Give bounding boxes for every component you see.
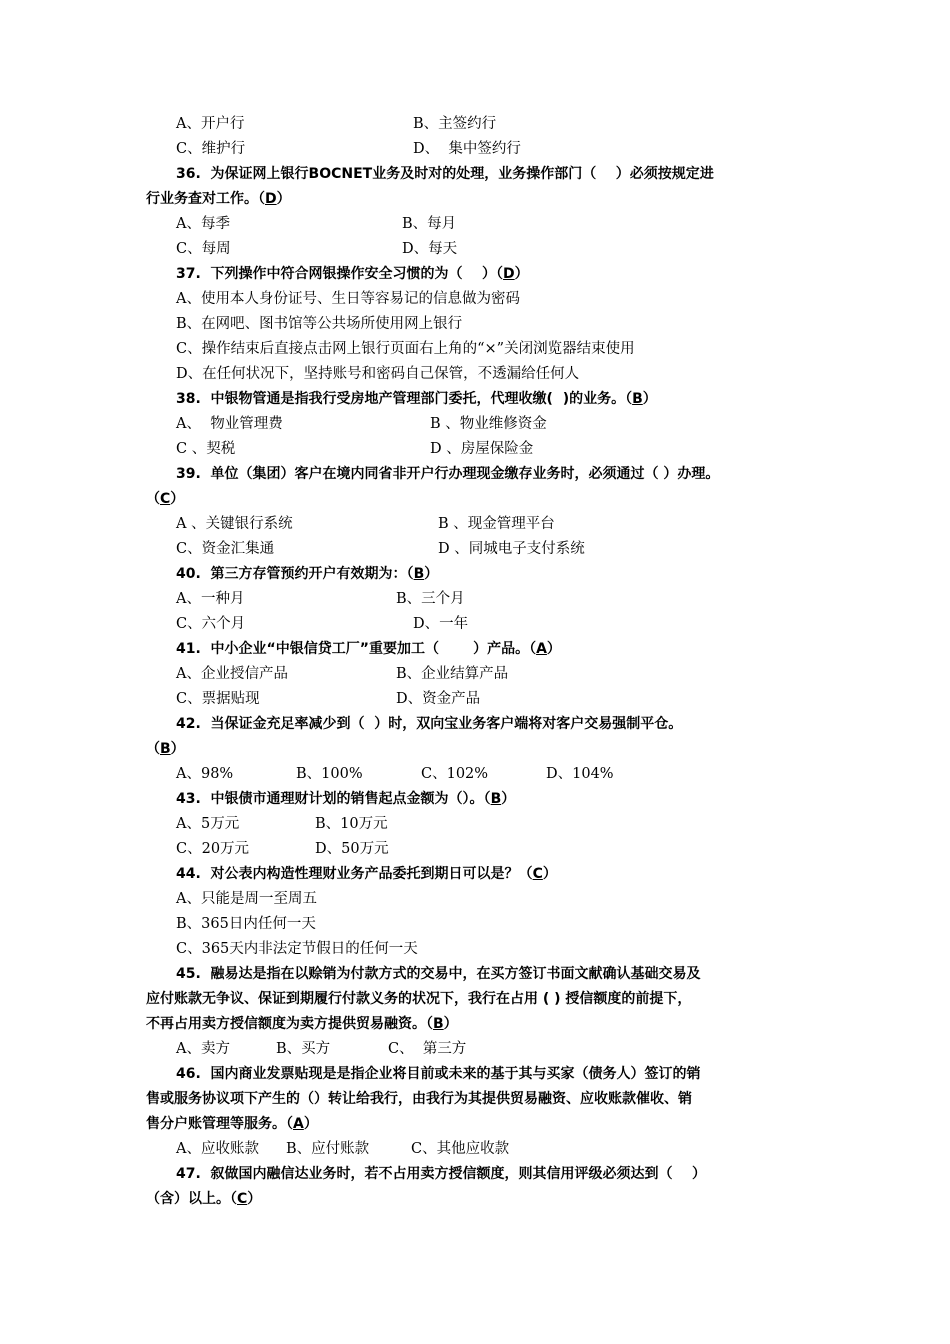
line-text: 40. 第三方存管预约开户有效期为：（ — [176, 566, 414, 582]
line-text: D、在任何状况下，坚持账号和密码自己保管，不透漏给任何人 — [176, 366, 580, 382]
question-line — [0, 862, 950, 887]
closing-paren: ） — [514, 266, 529, 282]
line-text: A、每季 — [176, 216, 230, 232]
answer-option — [296, 762, 363, 787]
line-text: A、应收账款 — [176, 1141, 259, 1157]
closing-paren: ） — [501, 791, 516, 807]
line-text: B、应付账款 — [286, 1141, 370, 1157]
answer-key: C — [532, 866, 543, 882]
answer-option — [176, 1137, 259, 1162]
answer-key: C — [160, 491, 171, 507]
line-text: D、每天 — [402, 241, 458, 257]
line-text: C、六个月 — [176, 616, 246, 632]
question-line — [0, 787, 950, 812]
answer-option — [413, 112, 496, 137]
question-text — [146, 187, 291, 212]
line-text: A 、关键银行系统 — [176, 516, 293, 532]
answer-option — [176, 212, 230, 237]
answer-option — [396, 687, 480, 712]
line-text: C、365天内非法定节假日的任何一天 — [176, 941, 418, 957]
answer-option — [176, 287, 520, 312]
option-line — [0, 312, 950, 337]
line-text: 46. 国内商业发票贴现是是指企业将目前或未来的基于其与买家（债务人）签订的销 — [176, 1066, 701, 1082]
closing-paren: ） — [546, 641, 561, 657]
answer-option — [176, 312, 462, 337]
answer-option — [176, 587, 244, 612]
question-text — [176, 787, 515, 812]
answer-option — [176, 837, 249, 862]
question-line — [0, 262, 950, 287]
answer-option — [413, 137, 521, 162]
option-line — [0, 337, 950, 362]
question-line — [0, 1012, 950, 1037]
answer-option — [396, 587, 465, 612]
line-text: D、一年 — [413, 616, 469, 632]
answer-option — [176, 437, 235, 462]
answer-option — [176, 1037, 230, 1062]
option-line — [0, 887, 950, 912]
question-line — [0, 637, 950, 662]
option-line — [0, 412, 950, 437]
line-text: 42. 当保证金充足率减少到（ ）时，双向宝业务客户端将对客户交易强制平仓。 — [176, 716, 683, 732]
line-text: 售分户账管理等服务。（ — [146, 1116, 293, 1132]
closing-paren: ） — [247, 1191, 262, 1207]
answer-option — [546, 762, 614, 787]
answer-option — [176, 612, 245, 637]
answer-option — [315, 837, 389, 862]
question-line — [0, 737, 950, 762]
line-text: 41. 中小企业“中银信贷工厂”重要加工（ ）产品。（ — [176, 641, 537, 657]
line-text: A、只能是周一至周五 — [176, 891, 317, 907]
question-line — [0, 962, 950, 987]
question-text — [146, 1012, 458, 1037]
answer-key: D — [265, 191, 277, 207]
line-text: 不再占用卖方授信额度为卖方提供贸易融资。（ — [146, 1016, 433, 1032]
answer-option — [176, 662, 288, 687]
line-text: 37. 下列操作中符合网银操作安全习惯的为（ ）（ — [176, 266, 504, 282]
answer-option — [176, 337, 635, 362]
answer-key: B — [490, 791, 502, 807]
line-text: 47. 叙做国内融信达业务时，若不占用卖方授信额度，则其信用评级必须达到（ ） — [176, 1166, 707, 1182]
question-text — [176, 462, 719, 487]
line-text: C、票据贴现 — [176, 691, 260, 707]
answer-option — [176, 937, 418, 962]
answer-option — [421, 762, 488, 787]
answer-option — [176, 362, 579, 387]
line-text: （含）以上。（ — [146, 1191, 237, 1207]
question-line — [0, 562, 950, 587]
answer-option — [411, 1137, 509, 1162]
line-text: C、操作结束后直接点击网上银行页面右上角的“×”关闭浏览器结束使用 — [176, 341, 635, 357]
answer-option — [402, 212, 456, 237]
line-text: D 、房屋保险金 — [430, 441, 534, 457]
question-line — [0, 1187, 950, 1212]
question-line — [0, 187, 950, 212]
line-text: C、 第三方 — [388, 1041, 467, 1057]
answer-option — [315, 812, 388, 837]
option-line — [0, 537, 950, 562]
question-text — [176, 1162, 706, 1187]
answer-option — [176, 537, 274, 562]
question-line — [0, 1087, 950, 1112]
answer-key: A — [536, 641, 547, 657]
question-text — [146, 737, 185, 762]
line-text: D 、同城电子支付系统 — [438, 541, 585, 557]
question-text — [176, 387, 657, 412]
question-text — [176, 712, 682, 737]
option-line — [0, 1037, 950, 1062]
question-line — [0, 1062, 950, 1087]
option-line — [0, 287, 950, 312]
line-text: D、资金产品 — [396, 691, 481, 707]
answer-option — [176, 687, 260, 712]
question-text — [176, 637, 561, 662]
line-text: 36. 为保证网上银行BOCNET业务及时对的处理，业务操作部门（ ）必须按规定进 — [176, 166, 714, 182]
line-text: （ — [146, 491, 160, 507]
line-text: C、其他应收款 — [411, 1141, 510, 1157]
option-line — [0, 512, 950, 537]
closing-paren: ） — [424, 566, 439, 582]
line-text: A、使用本人身份证号、生日等容易记的信息做为密码 — [176, 291, 520, 307]
option-line — [0, 437, 950, 462]
line-text: C、20万元 — [176, 841, 250, 857]
closing-paren: ） — [542, 866, 557, 882]
line-text: A、开户行 — [176, 116, 245, 132]
answer-option — [276, 1037, 330, 1062]
line-text: C、102% — [421, 766, 489, 782]
option-line — [0, 1137, 950, 1162]
option-line — [0, 612, 950, 637]
line-text: 43. 中银债市通理财计划的销售起点金额为（）。（ — [176, 791, 491, 807]
line-text: A、5万元 — [176, 816, 240, 832]
answer-option — [438, 512, 555, 537]
line-text: 应付账款无争议、保证到期履行付款义务的状况下，我行在占用 ( ) 授信额度的前提下， — [146, 991, 692, 1007]
answer-option — [430, 412, 547, 437]
question-line — [0, 1112, 950, 1137]
answer-option — [430, 437, 533, 462]
question-line — [0, 462, 950, 487]
answer-option — [413, 612, 468, 637]
line-text: 39. 单位（集团）客户在境内同省非开户行办理现金缴存业务时，必须通过（ ）办理。 — [176, 466, 720, 482]
option-line — [0, 937, 950, 962]
question-text — [176, 962, 701, 987]
closing-paren: ） — [443, 1016, 458, 1032]
line-text: C、每周 — [176, 241, 231, 257]
line-text: C 、契税 — [176, 441, 236, 457]
answer-option — [176, 812, 239, 837]
line-text: B、365日内任何一天 — [176, 916, 316, 932]
option-line — [0, 662, 950, 687]
question-text — [176, 562, 438, 587]
line-text: A、卖方 — [176, 1041, 230, 1057]
question-text — [146, 487, 184, 512]
answer-option — [176, 112, 244, 137]
line-text: A、 物业管理费 — [176, 416, 283, 432]
closing-paren: ） — [170, 491, 185, 507]
line-text: 售或服务协议项下产生的（）转让给我行，由我行为其提供贸易融资、应收账款催收、销 — [146, 1091, 692, 1107]
option-line — [0, 212, 950, 237]
question-text — [146, 1112, 318, 1137]
answer-option — [176, 237, 231, 262]
closing-paren: ） — [642, 391, 657, 407]
answer-option — [396, 662, 508, 687]
line-text: B、三个月 — [396, 591, 465, 607]
line-text: （ — [146, 741, 160, 757]
answer-option — [402, 237, 457, 262]
option-line — [0, 837, 950, 862]
line-text: B、每月 — [402, 216, 457, 232]
answer-option — [176, 887, 317, 912]
option-line — [0, 137, 950, 162]
closing-paren: ） — [276, 191, 291, 207]
question-line — [0, 387, 950, 412]
answer-option — [286, 1137, 369, 1162]
line-text: B 、现金管理平台 — [438, 516, 555, 532]
question-text — [176, 1062, 701, 1087]
answer-key: B — [433, 1016, 444, 1032]
question-text — [146, 1087, 692, 1112]
option-line — [0, 812, 950, 837]
answer-option — [438, 537, 585, 562]
question-line — [0, 712, 950, 737]
line-text: A、98% — [176, 766, 234, 782]
question-text — [146, 1187, 261, 1212]
question-line — [0, 1162, 950, 1187]
answer-option — [176, 512, 293, 537]
line-text: B、在网吧、图书馆等公共场所使用网上银行 — [176, 316, 463, 332]
question-line — [0, 987, 950, 1012]
option-line — [0, 112, 950, 137]
answer-key: B — [632, 391, 643, 407]
answer-option — [176, 412, 283, 437]
line-text: 45. 融易达是指在以赊销为付款方式的交易中，在买方签订书面文献确认基础交易及 — [176, 966, 701, 982]
answer-key: D — [503, 266, 515, 282]
line-text: B、企业结算产品 — [396, 666, 509, 682]
line-text: B 、物业维修资金 — [430, 416, 547, 432]
closing-paren: ） — [170, 741, 185, 757]
line-text: A、一种月 — [176, 591, 245, 607]
line-text: D、50万元 — [315, 841, 389, 857]
line-text: D、 集中签约行 — [413, 141, 521, 157]
line-text: B、买方 — [276, 1041, 331, 1057]
question-line — [0, 487, 950, 512]
answer-key: B — [413, 566, 425, 582]
answer-option — [176, 137, 245, 162]
option-line — [0, 237, 950, 262]
line-text: A、企业授信产品 — [176, 666, 288, 682]
option-line — [0, 687, 950, 712]
closing-paren: ） — [303, 1116, 318, 1132]
option-line — [0, 362, 950, 387]
answer-key: C — [237, 1191, 248, 1207]
answer-option — [176, 762, 233, 787]
question-text — [176, 162, 714, 187]
question-text — [176, 862, 557, 887]
question-text — [176, 262, 529, 287]
option-line — [0, 762, 950, 787]
answer-key: B — [160, 741, 171, 757]
line-text: 44. 对公表内构造性理财业务产品委托到期日可以是？（ — [176, 866, 533, 882]
answer-key: A — [293, 1116, 304, 1132]
line-text: B、100% — [296, 766, 363, 782]
option-line — [0, 912, 950, 937]
question-text — [146, 987, 691, 1012]
line-text: B、主签约行 — [413, 116, 497, 132]
answer-option — [176, 912, 316, 937]
question-line — [0, 162, 950, 187]
line-text: C、资金汇集通 — [176, 541, 275, 557]
line-text: C、维护行 — [176, 141, 246, 157]
line-text: 38. 中银物管通是指我行受房地产管理部门委托，代理收缴( )的业务。（ — [176, 391, 633, 407]
line-text: B、10万元 — [315, 816, 388, 832]
answer-option — [388, 1037, 466, 1062]
option-line — [0, 587, 950, 612]
line-text: 行业务查对工作。（ — [146, 191, 265, 207]
line-text: D、104% — [546, 766, 614, 782]
